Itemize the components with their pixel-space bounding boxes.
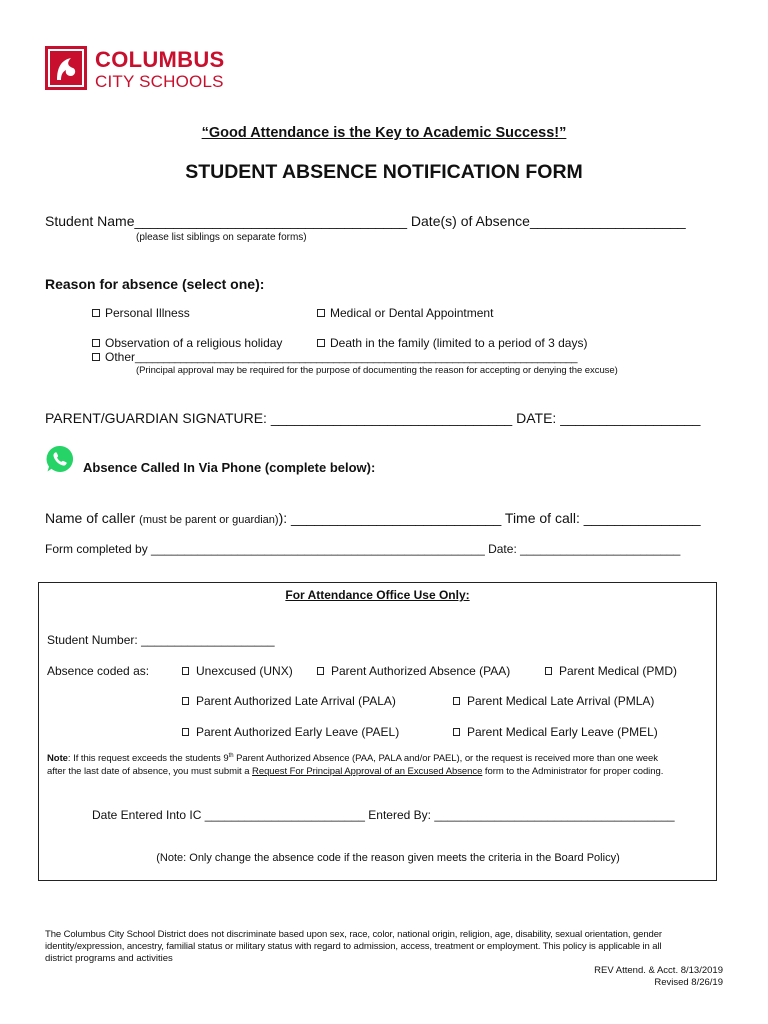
district-logo (45, 46, 87, 90)
code-pmel[interactable]: Parent Medical Early Leave (PMEL) (453, 725, 658, 739)
logo-mark-icon (45, 46, 87, 90)
date-entered-ic-field[interactable]: ________________________ (204, 808, 365, 822)
time-of-call-label: Time of call: (504, 510, 580, 526)
checkbox-icon[interactable] (453, 697, 460, 705)
signature-row (45, 410, 700, 426)
page-title: STUDENT ABSENCE NOTIFICATION FORM (185, 161, 583, 183)
date-entered-ic-label: Date Entered Into IC (92, 808, 202, 822)
absence-coded-label: Absence coded as: (47, 664, 150, 678)
phone-section-heading: Absence Called In Via Phone (complete below): (83, 460, 376, 475)
reason-option-religious[interactable]: Observation of a religious holiday (92, 336, 282, 350)
code-paa[interactable]: Parent Authorized Absence (PAA) (317, 664, 510, 678)
caller-label: Name of caller (45, 510, 136, 526)
disclaimer-line3: district programs and activities (45, 953, 173, 964)
motto: “Good Attendance is the Key to Academic Success!” (201, 125, 567, 141)
checkbox-icon[interactable] (92, 353, 100, 361)
signature-date-field[interactable]: __________________ (560, 410, 701, 426)
checkbox-icon[interactable] (182, 728, 189, 736)
signature-field[interactable]: _______________________________ (270, 410, 513, 426)
revision-line1: REV Attend. & Acct. 8/13/2019 (594, 965, 723, 976)
student-number-label: Student Number: (47, 633, 138, 647)
office-use-heading: For Attendance Office Use Only: (285, 588, 470, 602)
caller-note: (must be parent or guardian) (139, 514, 279, 526)
checkbox-icon[interactable] (92, 339, 100, 347)
checkbox-icon[interactable] (92, 309, 100, 317)
checkbox-icon[interactable] (182, 697, 189, 705)
entered-by-field[interactable]: ____________________________________ (434, 808, 675, 822)
code-pmla[interactable]: Parent Medical Late Arrival (PMLA) (453, 694, 654, 708)
logo-text-city-schools: CITY SCHOOLS (95, 72, 224, 91)
student-number-row (47, 633, 275, 647)
completed-date-label: Date: (488, 542, 517, 556)
checkbox-icon[interactable] (545, 667, 552, 675)
student-name-field[interactable]: ___________________________________ (134, 213, 408, 229)
completed-by-label: Form completed by (45, 542, 148, 556)
code-pmd[interactable]: Parent Medical (PMD) (545, 664, 677, 678)
office-note-line2: after the last date of absence, you must submit a Request For Principal Approval of an Excused Absence form to the Administrator for proper coding. (47, 766, 664, 777)
checkbox-icon[interactable] (317, 339, 325, 347)
reason-option-other[interactable]: Other______________________________________________________________________________ (92, 350, 577, 364)
signature-label: PARENT/GUARDIAN SIGNATURE: (45, 410, 267, 426)
completed-by-row (45, 542, 680, 556)
reason-heading: Reason for absence (select one): (45, 276, 265, 292)
disclaimer-line2: identity/expression, ancestry, familial status or military status with regard to admission, access, treatment or employment. This policy is applicable in all (45, 941, 662, 952)
principal-approval-note: (Principal approval may be required for the purpose of documenting the reason for accepting or denying the excuse) (136, 365, 618, 376)
completed-by-field[interactable]: __________________________________________________ (151, 542, 485, 556)
principal-approval-form-link[interactable]: Request For Principal Approval of an Excused Absence (252, 766, 483, 777)
code-unx[interactable]: Unexcused (UNX) (182, 664, 293, 678)
checkbox-icon[interactable] (453, 728, 460, 736)
logo-text-columbus: COLUMBUS (95, 47, 225, 72)
code-pael[interactable]: Parent Authorized Early Leave (PAEL) (182, 725, 399, 739)
revision-line2: Revised 8/26/19 (654, 977, 723, 988)
student-number-field[interactable]: ____________________ (141, 633, 275, 647)
entered-by-label: Entered By: (368, 808, 431, 822)
student-name-label: Student Name (45, 213, 135, 229)
code-pala[interactable]: Parent Authorized Late Arrival (PALA) (182, 694, 396, 708)
reason-option-medical[interactable]: Medical or Dental Appointment (317, 306, 493, 320)
checkbox-icon[interactable] (317, 309, 325, 317)
absence-dates-field[interactable]: ____________________ (529, 213, 686, 229)
checkbox-icon[interactable] (317, 667, 324, 675)
reason-option-death[interactable]: Death in the family (limited to a period of 3 days) (317, 336, 587, 350)
completed-date-field[interactable]: ________________________ (520, 542, 681, 556)
board-policy-note: (Note: Only change the absence code if the reason given meets the criteria in the Board Policy) (156, 852, 620, 864)
reason-option-personal-illness[interactable]: Personal Illness (92, 306, 190, 320)
signature-date-label: DATE: (516, 410, 557, 426)
caller-field[interactable]: ___________________________ (291, 510, 502, 526)
absence-dates-label: Date(s) of Absence (410, 213, 530, 229)
whatsapp-icon (45, 444, 75, 474)
checkbox-icon[interactable] (182, 667, 189, 675)
office-note-line1: Note: If this request exceeds the students 9th Parent Authorized Absence (PAA, PALA and/or PAEL), or the request is received more than one week (47, 753, 658, 765)
other-reason-field[interactable]: ______________________________________________________________________________ (135, 352, 578, 364)
entry-row (92, 808, 675, 822)
siblings-note: (please list siblings on separate forms) (136, 232, 307, 243)
disclaimer-line1: The Columbus City School District does not discriminate based upon sex, race, color, national origin, religion, age, disability, sexual orientation, gender (45, 929, 662, 940)
student-name-row (45, 213, 686, 229)
caller-row: Name of caller (must be parent or guardian)): ___________________________ Time of call: _______________ (45, 510, 701, 526)
time-of-call-field[interactable]: _______________ (583, 510, 701, 526)
